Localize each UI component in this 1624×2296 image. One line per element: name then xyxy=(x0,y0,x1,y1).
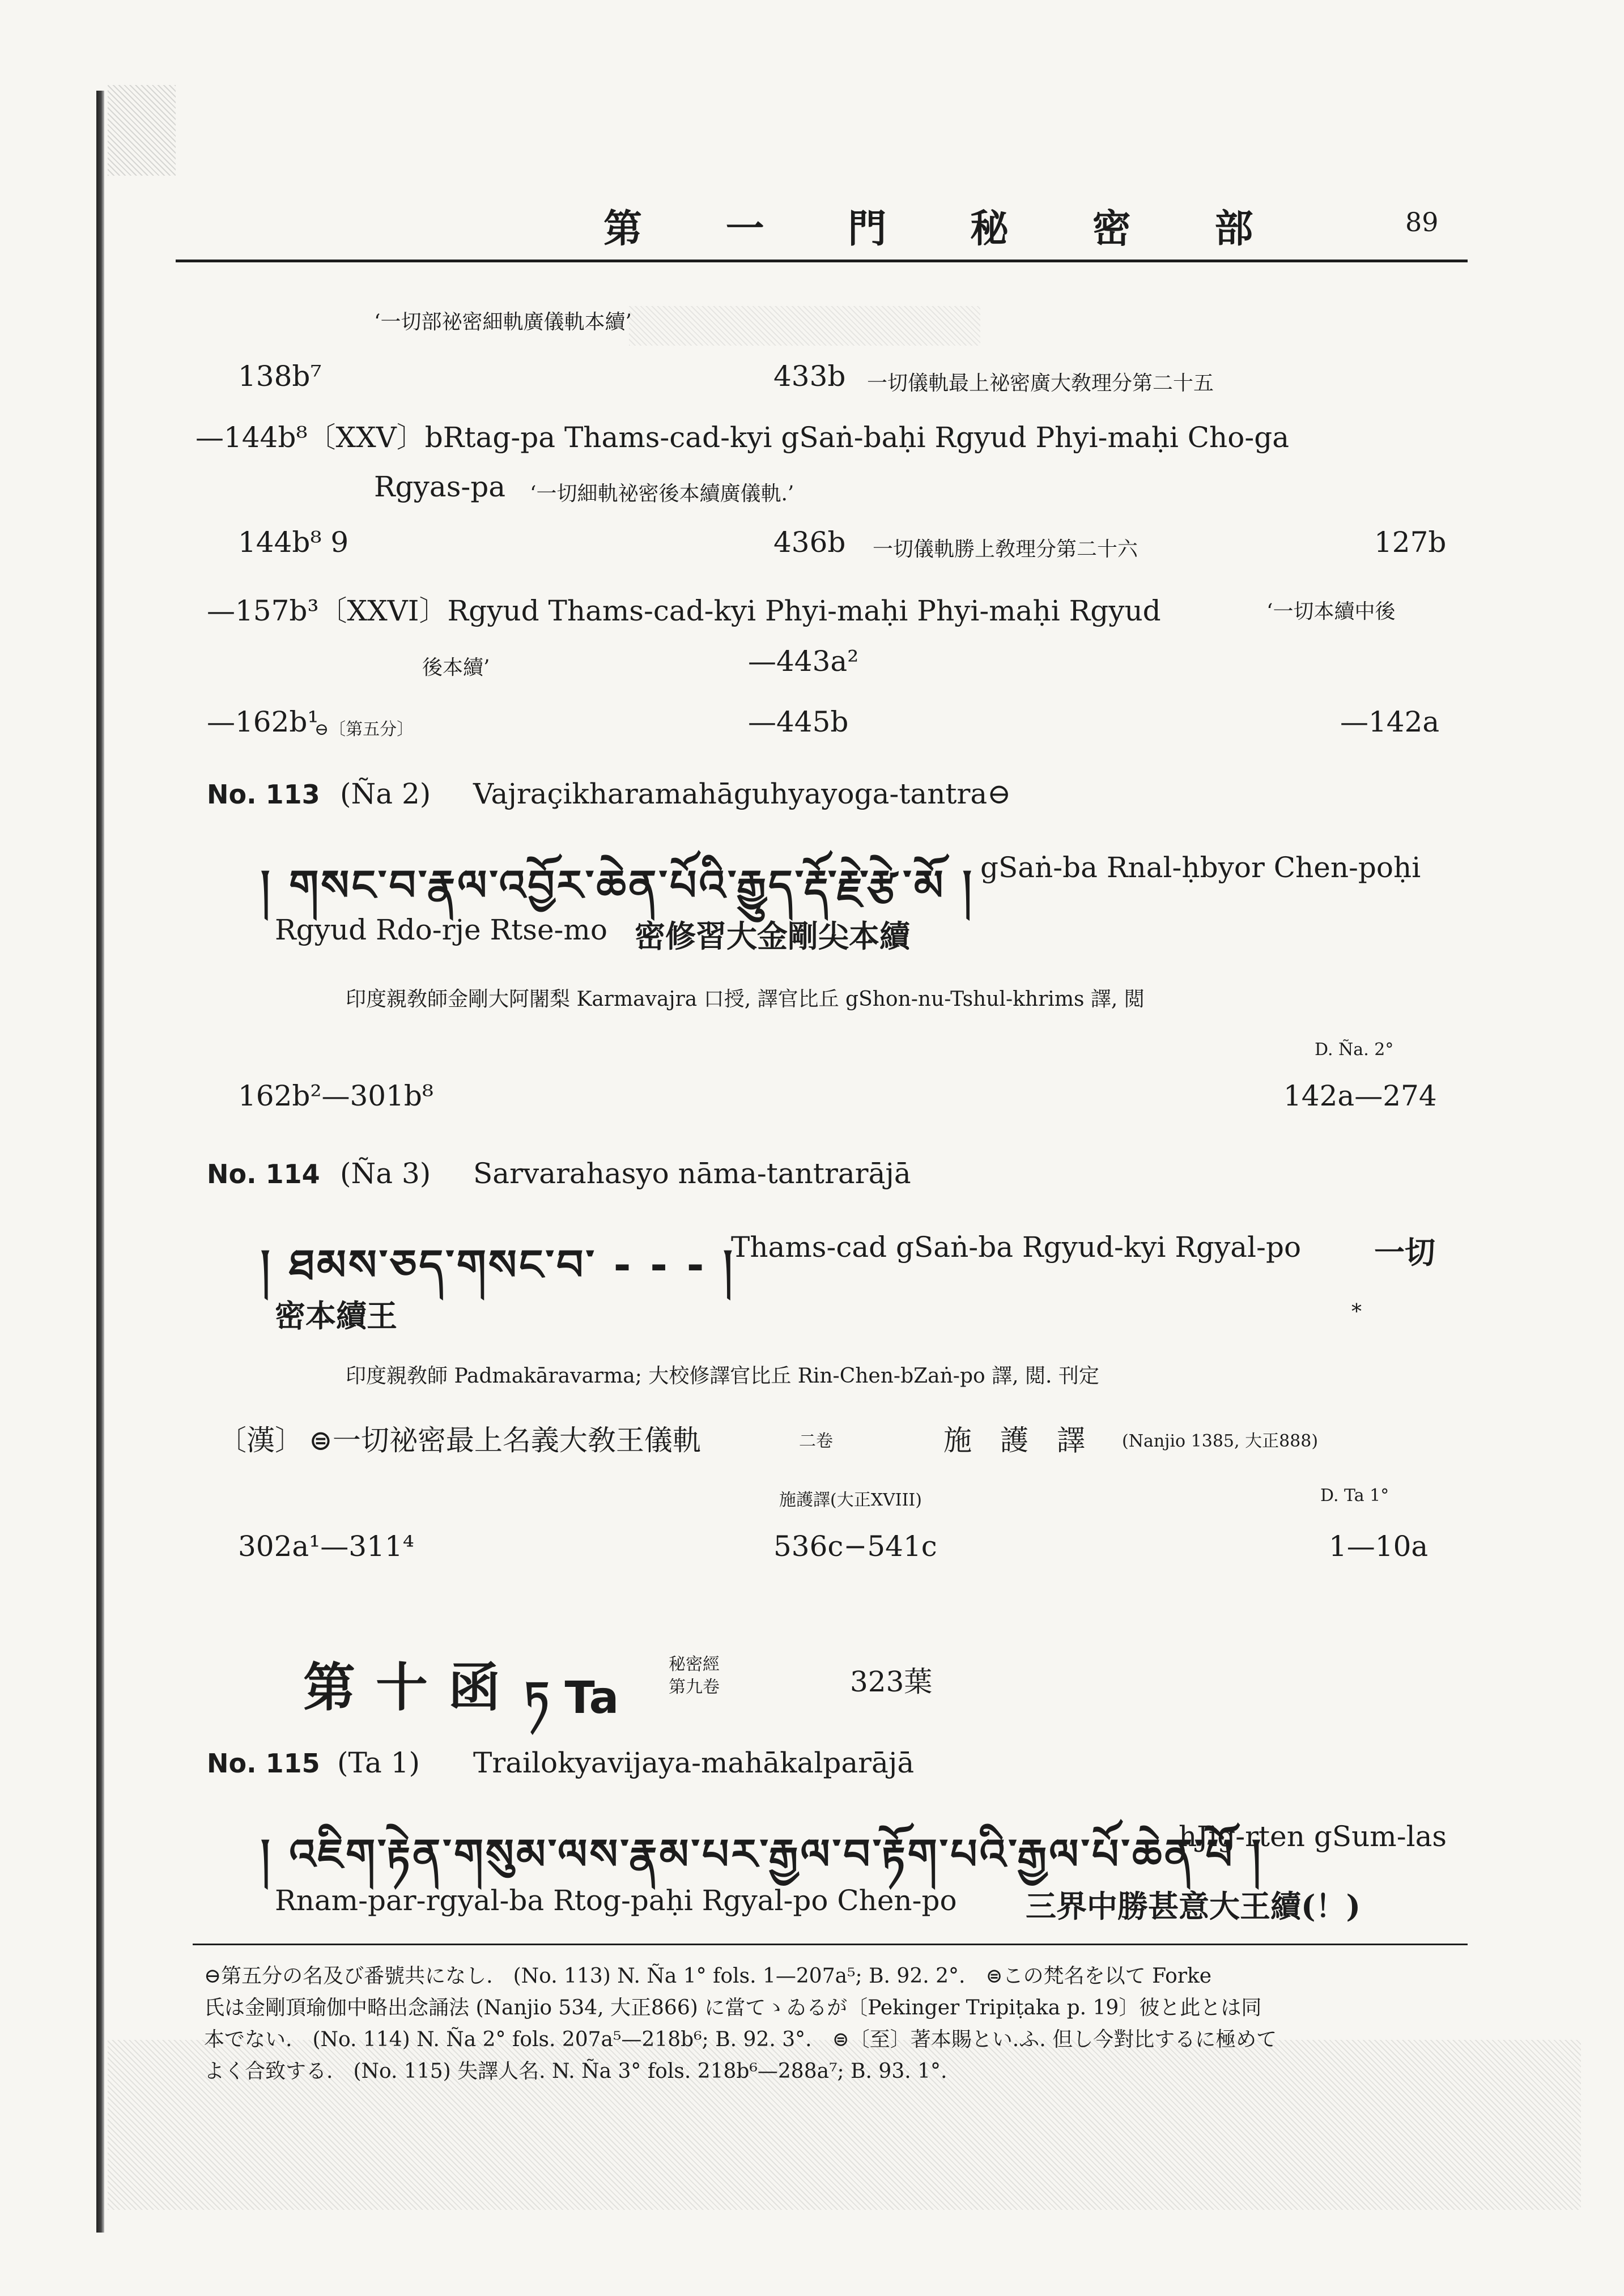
chinese-gloss: 一切儀軌勝上敎理分第二十六 xyxy=(873,538,1138,561)
sanskrit-title: Trailokyavijaya-mahākalparājā xyxy=(473,1746,915,1779)
folio-range: 1—10a xyxy=(1329,1530,1429,1563)
folio-range: 138b⁷ xyxy=(238,360,322,393)
folio-range: 142a—274 xyxy=(1283,1079,1437,1112)
entry-ref: (Ña 2) xyxy=(340,777,431,810)
page-number: 89 xyxy=(1405,207,1439,237)
tibetan-title: ། འཇིག་རྟེན་གསུམ་ལས་རྣམ་པར་རྒྱལ་བ་རྟོག་པའི་རྒྱལ་པོ་ཆེན་པོ ། xyxy=(261,1830,1264,1879)
folio-range: 162b²—301b⁸ xyxy=(238,1079,433,1112)
sanskrit-title: Vajraçikharamahāguhyayoga-tantra⊖ xyxy=(473,777,1011,810)
chinese-gloss: ‘一切本續中後 xyxy=(1266,600,1396,623)
folio-range: —445b xyxy=(748,705,849,738)
derge-ref: D. Ña. 2° xyxy=(1315,1040,1394,1060)
fascicle-count: 二卷 xyxy=(799,1431,833,1451)
transliteration: Thams-cad gSaṅ-ba Rgyud-kyi Rgyal-po xyxy=(731,1231,1302,1264)
entry-number: No. 114 xyxy=(207,1159,320,1189)
folio-range: —443a² xyxy=(748,645,859,678)
entry-line: —157b³〔XXVI〕Rgyud Thams-cad-kyi Phyi-maḥi Phyi-maḥi Rgyud xyxy=(207,594,1161,627)
leaf-count: 323葉 xyxy=(850,1665,933,1698)
chinese-gloss: 一切儀軌最上祕密廣大敎理分第二十五 xyxy=(867,372,1214,395)
footnote-line: ⊖第五分の名及び番號共になし. (No. 113) N. Ña 1° fols. 1—207a⁵; B. 92. 2°. ⊜この梵名を以て Forke xyxy=(204,1965,1212,1988)
folio-range: 433b xyxy=(773,360,846,393)
margin-mark: * xyxy=(1351,1300,1362,1324)
chinese-gloss: 後本續’ xyxy=(422,656,490,679)
folio-range: 436b xyxy=(773,526,846,559)
chinese-section-mark: 〔漢〕 xyxy=(218,1424,303,1457)
volume-title: 第十函 xyxy=(303,1657,521,1718)
transliteration: hJig-rten gSum-las xyxy=(1179,1820,1447,1853)
scan-noise xyxy=(629,306,980,346)
footnote-line: 氏は金剛頂瑜伽中略出念誦法 (Nanjio 534, 大正866) に當てゝゐるが〔Pekinger Tripiṭaka p. 19〕彼と此とは同 xyxy=(204,1996,1262,2019)
chinese-title: 密本續王 xyxy=(275,1298,397,1334)
folio-range: —162b¹ xyxy=(207,705,319,738)
entry-ref: (Ta 1) xyxy=(337,1746,420,1779)
derge-ref: D. Ta 1° xyxy=(1320,1486,1389,1506)
translator-note: 印度親敎師金剛大阿闍梨 Karmavajra 口授, 譯官比丘 gShon-nu-Tshul-khrims 譯, 閲 xyxy=(346,988,1145,1011)
running-header: 第 一 門 秘 密 部 xyxy=(603,206,1289,252)
folio-range: 302a¹—311⁴ xyxy=(238,1530,414,1563)
transliteration: Rgyud Rdo-rje Rtse-mo xyxy=(275,913,607,946)
transliteration: gSaṅ-ba Rnal-ḥbyor Chen-poḥi xyxy=(980,851,1421,884)
entry-line: —144b⁸〔XXV〕bRtag-pa Thams-cad-kyi gSaṅ-baḥi Rgyud Phyi-maḥi Cho-ga xyxy=(195,421,1290,454)
volume-letter: ཏ Ta xyxy=(524,1673,619,1724)
tibetan-title: ། ཐམས་ཅད་གསང་བ་ - - - ། xyxy=(261,1241,735,1290)
translator: 施 護 譯 xyxy=(943,1424,1085,1457)
binding-edge xyxy=(96,91,104,2233)
tibetan-title: ། གསང་བ་རྣལ་འབྱོར་ཆེན་པོའི་རྒྱུད་རྡོ་རྗེ་རྩེ་མོ ། xyxy=(261,861,974,910)
transliteration: Rnam-par-rgyal-ba Rtog-paḥi Rgyal-po Chen-po xyxy=(275,1884,957,1917)
chinese-gloss: ‘一切細軌祕密後本續廣儀軌.’ xyxy=(530,482,794,505)
sanskrit-title: Sarvarahasyo nāma-tantrarājā xyxy=(473,1157,911,1190)
footnote-ref: ⊖〔第五分〕 xyxy=(314,720,414,739)
header-rule xyxy=(176,260,1468,262)
entry-line: ‘一切部祕密細軌廣儀軌本續’ xyxy=(374,311,632,334)
folio-range: 144b⁸ 9 xyxy=(238,526,349,559)
chinese-title: 一切 xyxy=(1374,1234,1435,1270)
folio-range: 536c−541c xyxy=(773,1530,937,1563)
nanjio-ref: (Nanjio 1385, 大正888) xyxy=(1122,1431,1319,1451)
entry-number: No. 115 xyxy=(207,1748,320,1779)
footnote-line: よく合致する. (No. 115) 失譯人名. N. Ña 3° fols. 218b⁶—288a⁷; B. 93. 1°. xyxy=(204,2060,947,2083)
footnote-line: 本でない. (No. 114) N. Ña 2° fols. 207a⁵—218b⁶; B. 92. 3°. ⊜〔至〕著本賜とい.ふ. 但し今對比するに極めて xyxy=(204,2028,1277,2051)
taisho-ref: 施護譯(大正XVIII) xyxy=(779,1490,922,1510)
entry-number: No. 113 xyxy=(207,779,320,810)
chinese-title: 密修習大金剛尖本續 xyxy=(635,918,910,954)
folio-range: —142a xyxy=(1340,705,1440,738)
folio-range: 127b xyxy=(1374,526,1447,559)
chinese-parallel: ⊜一切祕密最上名義大敎王儀軌 xyxy=(309,1424,701,1457)
footnote-rule xyxy=(193,1944,1468,1945)
volume-subtitle: 秘密經 xyxy=(669,1655,720,1674)
scan-noise xyxy=(108,85,176,176)
chinese-title: 三界中勝甚意大王續(！) xyxy=(1026,1888,1361,1924)
volume-subtitle: 第九卷 xyxy=(669,1677,720,1697)
translator-note: 印度親敎師 Padmakāravarma; 大校修譯官比丘 Rin-Chen-bZaṅ-po 譯, 閲. 刊定 xyxy=(346,1364,1099,1388)
entry-ref: (Ña 3) xyxy=(340,1157,431,1190)
entry-line: Rgyas-pa xyxy=(374,470,506,503)
